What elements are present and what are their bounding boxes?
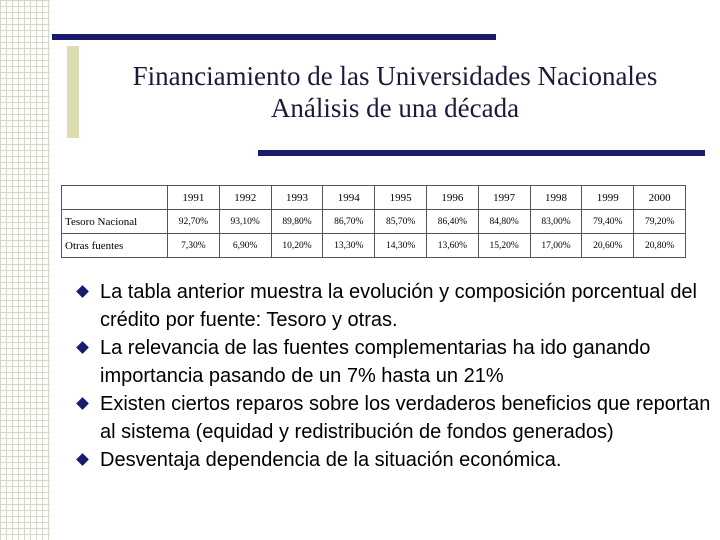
list-item xyxy=(78,390,718,446)
table-cell: 13,60% xyxy=(426,234,478,258)
bullet-text: La tabla anterior muestra la evolución y composición porcentual del crédito por fuente: Tesoro y otras. xyxy=(100,281,698,331)
table-cell: 79,40% xyxy=(582,210,634,234)
table-cell: 79,20% xyxy=(634,210,686,234)
year-header-2000: 2000 xyxy=(634,186,686,210)
diamond-bullet-icon xyxy=(76,285,89,298)
year-header-1995: 1995 xyxy=(375,186,427,210)
table-cell: 85,70% xyxy=(375,210,427,234)
table-cell: 15,20% xyxy=(478,234,530,258)
table-cell: 13,30% xyxy=(323,234,375,258)
table-cell: 93,10% xyxy=(219,210,271,234)
table-cell: 86,40% xyxy=(426,210,478,234)
table-cell: 7,30% xyxy=(168,234,220,258)
table-header-row xyxy=(62,186,686,210)
list-item xyxy=(78,278,718,334)
slide-title xyxy=(70,60,720,124)
table-cell: 17,00% xyxy=(530,234,582,258)
decorative-grid-strip xyxy=(0,0,50,540)
year-header-1991: 1991 xyxy=(168,186,220,210)
table-cell: 86,70% xyxy=(323,210,375,234)
year-header-1999: 1999 xyxy=(582,186,634,210)
year-header-1996: 1996 xyxy=(426,186,478,210)
row-label-tesoro: Tesoro Nacional xyxy=(62,210,168,234)
slide-title-line-1: Financiamiento de las Universidades Nacionales xyxy=(132,61,658,91)
diamond-bullet-icon xyxy=(76,453,89,466)
bullet-text: Existen ciertos reparos sobre los verdaderos beneficios que reportan al sistema (equidad y redistribución de fondos generados) xyxy=(100,393,711,443)
table-cell: 10,20% xyxy=(271,234,323,258)
decorative-bottom-rule xyxy=(258,150,705,156)
list-item xyxy=(78,334,718,390)
year-header-1992: 1992 xyxy=(219,186,271,210)
table-cell: 6,90% xyxy=(219,234,271,258)
table-row xyxy=(62,210,686,234)
table-cell: 20,80% xyxy=(634,234,686,258)
table-corner-cell xyxy=(62,186,168,210)
table-cell: 89,80% xyxy=(271,210,323,234)
table-cell: 84,80% xyxy=(478,210,530,234)
year-header-1994: 1994 xyxy=(323,186,375,210)
slide-title-line-2: Análisis de una década xyxy=(270,93,520,123)
table-cell: 83,00% xyxy=(530,210,582,234)
decorative-top-rule xyxy=(52,34,496,40)
year-header-1997: 1997 xyxy=(478,186,530,210)
funding-table xyxy=(61,185,686,258)
row-label-otras: Otras fuentes xyxy=(62,234,168,258)
table-cell: 20,60% xyxy=(582,234,634,258)
diamond-bullet-icon xyxy=(76,341,89,354)
bullet-text: Desventaja dependencia de la situación económica. xyxy=(100,449,562,471)
table-cell: 14,30% xyxy=(375,234,427,258)
table-cell: 92,70% xyxy=(168,210,220,234)
year-header-1998: 1998 xyxy=(530,186,582,210)
list-item xyxy=(78,446,718,474)
bullet-text: La relevancia de las fuentes complementarias ha ido ganando importancia pasando de un 7% hasta un 21% xyxy=(100,337,651,387)
year-header-1993: 1993 xyxy=(271,186,323,210)
bullet-list xyxy=(78,278,718,474)
table-row xyxy=(62,234,686,258)
diamond-bullet-icon xyxy=(76,397,89,410)
